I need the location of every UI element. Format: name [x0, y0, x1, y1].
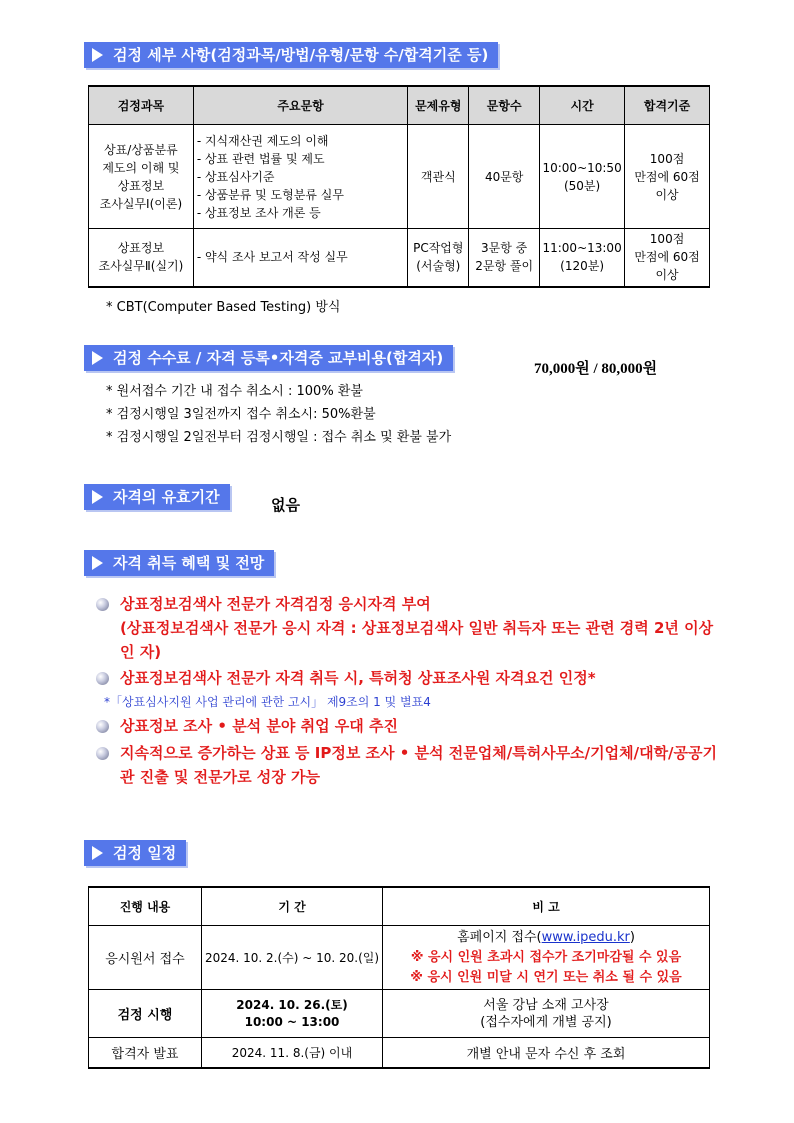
- header-type: 문제유형: [408, 86, 469, 125]
- benefits-list: [96, 592, 726, 789]
- table-row: [89, 125, 710, 229]
- section-header-benefits: 자격 취득 혜택 및 전망: [84, 550, 274, 576]
- section-header-fees: 검정 수수료 / 자격 등록•자격증 교부비용(합격자): [84, 345, 453, 371]
- row2-type: PC작업형 (서술형): [408, 229, 469, 287]
- benefit-note: *「상표심사지원 사업 관리에 관한 고시」 제9조의 1 및 별표4: [104, 695, 431, 709]
- bullet-icon: [96, 672, 109, 685]
- header-subject: 검정과목: [89, 86, 194, 125]
- schedule-r2-period: 2024. 10. 26.(토) 10:00 ~ 13:00: [202, 990, 383, 1038]
- table-row: [89, 926, 710, 990]
- row2-count: 3문항 중 2문항 풀이: [469, 229, 540, 287]
- fee-amount: 70,000원 / 80,000원: [534, 361, 658, 377]
- header-remark: 비 고: [383, 887, 710, 926]
- header-progress: 진행 내용: [89, 887, 202, 926]
- benefit-item: 상표정보검색사 전문가 자격검정 응시자격 부여: [96, 592, 726, 616]
- homepage-link[interactable]: www.ipedu.kr: [541, 929, 630, 945]
- row2-items: - 약식 조사 보고서 작성 실무: [193, 229, 408, 287]
- schedule-r1-name: 응시원서 접수: [89, 926, 202, 990]
- list-item: * 원서접수 기간 내 접수 취소시 : 100% 환불: [106, 384, 363, 399]
- triangle-icon: [92, 556, 103, 570]
- list-item: * 검정시행일 3일전까지 접수 취소시: 50%환불: [106, 407, 376, 422]
- row1-items: - 지식재산권 제도의 이해 - 상표 관련 법률 및 제도 - 상표심사기준 - 상품분류 및 도형분류 실무 - 상표정보 조사 개론 등: [193, 125, 408, 229]
- schedule-r1-period: 2024. 10. 2.(수) ~ 10. 20.(일): [202, 926, 383, 990]
- header-pass: 합격기준: [625, 86, 710, 125]
- schedule-r1-note: 홈페이지 접수(www.ipedu.kr) ※ 응시 인원 초과시 접수가 조기마감될 수 있음 ※ 응시 인원 미달 시 연기 또는 취소 될 수 있음: [383, 926, 710, 990]
- schedule-r2-name: 검정 시행: [89, 990, 202, 1038]
- section-header-validity: 자격의 유효기간: [84, 484, 230, 510]
- header-time: 시간: [540, 86, 625, 125]
- schedule-r3-period: 2024. 11. 8.(금) 이내: [202, 1038, 383, 1068]
- bullet-icon: [96, 720, 109, 733]
- table-row: [89, 1038, 710, 1068]
- row2-time: 11:00~13:00 (120분): [540, 229, 625, 287]
- row1-pass: 100점 만점에 60점 이상: [625, 125, 710, 229]
- row2-subject: 상표정보 조사실무Ⅱ(실기): [89, 229, 194, 287]
- triangle-icon: [92, 846, 103, 860]
- triangle-icon: [92, 351, 103, 365]
- schedule-r3-note: 개별 안내 문자 수신 후 조회: [383, 1038, 710, 1068]
- row1-subject: 상표/상품분류 제도의 이해 및 상표정보 조사실무Ⅰ(이론): [89, 125, 194, 229]
- benefit-item: 상표정보 조사 • 분석 분야 취업 우대 추진: [96, 714, 726, 738]
- benefit-item: 지속적으로 증가하는 상표 등 IP정보 조사 • 분석 전문업체/특허사무소/기업체/대학/공공기관 진출 및 전문가로 성장 가능: [96, 741, 726, 789]
- benefit-sub: (상표정보검색사 전문가 응시 자격 : 상표정보검색사 일반 취득자 또는 관련 경력 2년 이상인 자): [120, 619, 714, 661]
- refund-list: [106, 380, 451, 449]
- row1-time: 10:00~10:50 (50분): [540, 125, 625, 229]
- header-count: 문항수: [469, 86, 540, 125]
- bullet-icon: [96, 598, 109, 611]
- table-row: [89, 990, 710, 1038]
- schedule-r3-name: 합격자 발표: [89, 1038, 202, 1068]
- table-row: [89, 229, 710, 287]
- row1-type: 객관식: [408, 125, 469, 229]
- triangle-icon: [92, 48, 103, 62]
- cbt-note: * CBT(Computer Based Testing) 방식: [106, 300, 341, 315]
- validity-value: 없음: [271, 496, 300, 514]
- schedule-table: [88, 886, 710, 1069]
- triangle-icon: [92, 490, 103, 504]
- section-header-schedule: 검정 일정: [84, 840, 186, 866]
- row2-pass: 100점 만점에 60점 이상: [625, 229, 710, 287]
- list-item: * 검정시행일 2일전부터 검정시행일 : 접수 취소 및 환불 불가: [106, 430, 452, 445]
- row1-count: 40문항: [469, 125, 540, 229]
- header-period: 기 간: [202, 887, 383, 926]
- section-header-details: 검정 세부 사항(검정과목/방법/유형/문항 수/합격기준 등): [84, 42, 498, 68]
- exam-details-table: [88, 85, 710, 288]
- header-items: 주요문항: [193, 86, 408, 125]
- benefit-item: 상표정보검색사 전문가 자격 취득 시, 특허청 상표조사원 자격요건 인정*: [96, 666, 726, 690]
- schedule-r2-note: 서울 강남 소재 고사장 (접수자에게 개별 공지): [383, 990, 710, 1038]
- bullet-icon: [96, 747, 109, 760]
